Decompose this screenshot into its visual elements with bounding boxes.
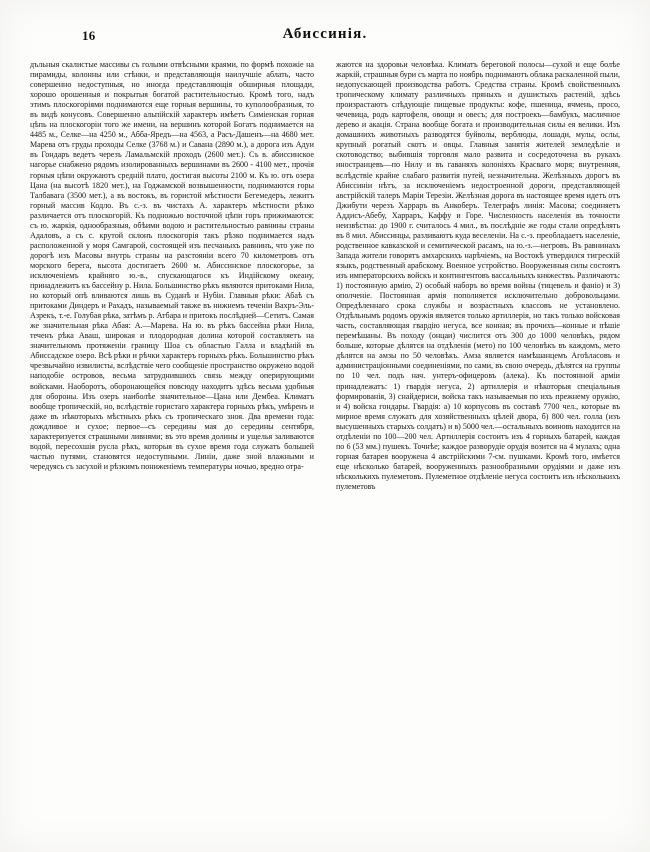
- column-right: [336, 60, 620, 850]
- page-header: [30, 26, 620, 52]
- running-title: Абиссинія.: [282, 26, 368, 42]
- text-columns: [30, 60, 620, 850]
- paragraph: жаются на здоровьи человѣка. Климатъ береговой полосы—сухой и еще болѣе жаркій, страшныя бури съ марта по ноябрь поднимаютъ облака раскаленной пыли, недопускающей производства работъ. Средства страны. Кромѣ свойственныхъ тропическому климату различныхъ пряныхъ и душистыхъ растеній, здѣсь произрастаютъ слѣдующіе пищевые продукты: кофе, пшеница, ячмень, просо, чечевица, родъ картофеля, овощи и овесъ; для построекъ—бамбукъ, масличное дерево и акація. Страна вообще богата и производительная силы ея велики. Изъ домашнихъ животныхъ разводятся буйволы, верблюды, лошади, мулы, ослы, крупный рогатый скотъ и овцы. Главныя занятія жителей земледѣліе и скотоводство; выбившія торговля мало развита и сосредоточена въ рукахъ иностранцевъ—по Нилу и въ гаваняхъ колоніяхъ Красваго моря; внутренняя, вслѣдствіе крайне слабаго развитія путей, незначительна. Желѣзныхъ дорогъ въ Абиссиніи нѣтъ, за исключеніемъ недостроенной дороги, представляющей австрійскій талеръ Маріи Терезіи. Желѣзная дорога въ настоящее время идетъ отъ Джибути черезъ Харраръ въ Анкоберъ. Телеграфъ линія: Масова; соединяетъ Аддисъ-Абебу, Харраръ, Каффу и Горе. Численность населенія въ точности неизвѣстна: до 1900 г. считалось 4 мил., въ послѣдніе же годы стали опредѣлять въ 8 мил. Абиссинцы, разливаютъ куда веселеніи. На с.-з. преобладаетъ населеніе, родственное кавказской и семитической расамъ, на ю.-з.—негровъ. Въ равнинахъ Запада жители говорятъ амхарскихъ нарѣчіемъ, на Востокѣ утвердился тигрескій языкъ, родственный арабскому. Военное устройство. Вооруженныя силы состоятъ изъ императорскихъ войскъ и контингентовъ вассальныхъ княжествъ. Различаютъ: 1) постоянную армію, 2) особый наборъ во время войны (тицевель и фаніо) и 3) ополченіе. Постоянная армія пополняется исключительно добровольцами. Опредѣленнаго срока службы и возрастныхъ классовъ не установлено. Отдѣльнымъ родомъ оружія является только артиллерія, но такъ только войсковая часть, составляющая гвардію негуса, все конная; въ прочихъ—конные и пѣшіе перемѣшаны. Въ походу (онцаи) числится отъ 300 до 1000 человѣкъ, рядом больше, которые дѣлятся на отдѣленія (мето) по 100 человѣкъ въ каждомъ, мето дѣлятся на амзы по 50 человѣкъ. Амза является намѣшанцемъ Агоѣласовъ и администраціонными соединеніями, по сами, въ свою очередь, дѣлятся на группы по 10 чел. подъ нач. унтеръ-офицеровъ (алека). Къ постоянной арміи принадлежатъ: 1) гвардія негуса, 2) артиллерія и нѣкоторыя спеціальныя формированія, 3) снайдериси, войска такъ называемыя по ихъ прежнему оружію, и 4) войска гондары. Гвардія: а) 10 корпусовъ въ составѣ 7700 чел., которые въ мирное время служатъ для хозяйственныхъ цѣлей двора, б) 800 чел. голла (изъ высушенныхъ старыхъ солдатъ) и в) 5000 чел.—остальныхъ воиновъ находится на отдѣленіи по 100—200 чел. Артиллерія состоитъ изъ 4 горныхъ батарей, каждая по 6 (53 мм.) пушекъ. Точнѣе; каждое разворудіе орудія возится на 4 мулахъ; одна горная батарея вооружена 4 австрійскими 7-см. пушками. Кромѣ того, имѣется еще нѣсколько батарей, вооруженныхъ разнообразными орудіями и даже изъ нѣсколькихъ пулеметовъ. Пулеметное отдѣленіе негуса состоитъ изъ нѣсколькихъ пулеметовъ: [336, 60, 620, 491]
- column-left: [30, 60, 314, 850]
- page-number: 16: [82, 28, 96, 43]
- paragraph: дъльныя скалистые массивы съ голыми отвѣсными краями, по формѣ похожіе на пирамиды, колонны или стѣнки, и представляющія наилучшіе аблать, часто совершенно недоступныя, но иногда представляющія обширныя площади, хорошо орошенныя и покрытыя богатой растительностью. Кромѣ того, надъ этимъ плоскогоріями поднимаются еще горныя вершины, то куполообразныя, то въ видѣ конусовъ. Совершенно альпійскій характеръ имѣетъ Симіенская горная цѣпь на плоскогоріи того же имени, на вершинъ которой Богатъ поднимается на 4485 м., Селке—на 4250 м., Абба-Яредъ—на 4563, а Расъ-Дашенъ—на 4680 мет. Марева отъ груды проходы Селке (3768 м.) и Савана (2890 м.), а дорога изъ Адуи въ Гондаръ ведетъ черезъ Ламальмскій проходъ (2600 мет.). Съ в. абиссинское нагорье снабжено рядомъ изолированныхъ вершинами въ 2600 - 4100 мет., прочія горныя цѣпи окружаютъ средній плато, достигая высоты 2100 м. Къ ю. отъ озера Цана (на высотѣ 1820 мет.), на Годжамской возвышенности, поднимаются горы Талбавага (3500 мет.), а въ востокъ, въ гористой мѣстности Бегемедеръ, лежитъ горный массив Кодло. Въ с.-з. въ чистахъ А. характеръ мѣстности рѣзко различается отъ плоскогорій. Къ подножью восточной цѣпи горъ прижимаются: съ ю. жаркія, однообразныя, обѣими водою и растительностью равнины страны Адаловъ, а съ с. крутой склонъ плоскогорія такъ рѣзко поднимается надъ расположенной у моря Самгарой, состоящей изъ песчаныхъ равнинъ, что уже по дорогѣ изъ Масовы внутрь страны на разстояніи всего 70 километровъ отъ морского берега, высота достигаетъ 2600 м. Абиссинское плоскогорье, за исключеніемъ крайняго ю.-в., спускающагося къ Индійскому океану, принадлежитъ къ бассейну р. Нила. Большинство рѣкъ являются притоками Нила, но который опѣ вливаются лишь въ Суданѣ и Нубіи. Главныя рѣки: Абаѣ съ притоками Диндеръ и Рахадъ, называемый также въ нижнемъ теченіи Вахръ-Эль-Азрекъ, т.-е. Голубая рѣка, затѣмъ р. Атбара и притокъ послѣдней—Сетитъ. Самая же значительная рѣка Абая: А.—Марева. На ю. въ рѣкъ бассейна рѣки Нила, теченъ рѣка Аваш, широкая и плодородная долина которой составляетъ на значительномъ протяженіи границу Шоа съ областью Галла и владѣній въ Абиссадское озеро. Всѣ рѣки и рѣчки характеръ горныхъ рѣкъ. Большинство рѣкъ чрезвычайно извилисты, вслѣдствіе чего сообщеніе пространство окружено водой наподобіе островов, весьма затруднившихъ связь между оперирующими войсками. Наоборотъ, оборонающейся повсюду находитъ здѣсь весьма удобныя для обороны. Изъ озеръ наиболѣе значительное—Цана или Дембеа. Климатъ вообще тропическій, но, вслѣдствіе гористаго характера горныхъ рѣкъ, умѣренъ и даже въ нѣкоторыхъ мѣстныхъ рѣкъ съ тропическаго зноя. Два времени года: дождливое и сухое; первое—съ середины мая до середины сентября, характеризуется страшными ливнями; въ это время долины и ущелья заливаются водой, пересохшія русла рѣкъ, которыя въ сухое время года служатъ большей частью путями, становятся недоступными. Линіи, даже зной влажными и чередуясь съ засухой и рѣзкимъ пониженіемъ температуры ночью, вредно отра-: [30, 60, 314, 471]
